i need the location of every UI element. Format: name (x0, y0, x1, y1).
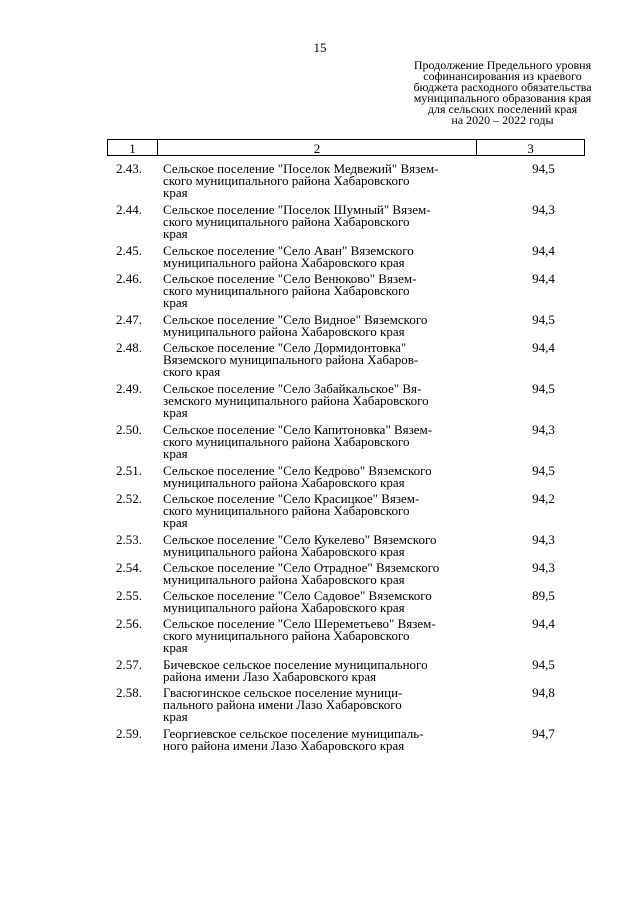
page-number: 15 (313, 40, 327, 55)
settlement-name (156, 424, 474, 465)
settlement-name-line: земского муниципального района Хабаровского (163, 393, 429, 408)
header-note-line: Продолжение Предельного уровня (413, 58, 592, 72)
settlement-name-line: Сельское поселение "Село Дормидонтовка" (163, 340, 407, 355)
row-number: 2.46. (116, 271, 142, 286)
settlement-name-line: Сельское поселение "Село Шереметьево" Вязем- (163, 616, 436, 631)
settlement-name (156, 728, 474, 756)
settlement-name-line: ского муниципального района Хабаровского (163, 214, 410, 229)
settlement-name-line: края (163, 640, 188, 655)
table-body (107, 163, 585, 756)
settlement-name (156, 383, 474, 424)
header-note-line: на 2020 – 2022 годы (451, 113, 554, 127)
row-number: 2.52. (116, 491, 142, 506)
cofinancing-level-value: 94,5 (532, 463, 555, 478)
settlement-name (156, 618, 474, 659)
settlement-name-line: муниципального района Хабаровского края (163, 255, 405, 270)
settlement-name-line: Гвасюгинское сельское поселение муници- (163, 685, 403, 700)
table-row (107, 534, 585, 562)
settlement-name (156, 562, 474, 590)
settlement-name-line: района имени Лазо Хабаровского края (163, 669, 377, 684)
cofinancing-level-value: 94,4 (532, 271, 555, 286)
settlement-name-line: края (163, 295, 188, 310)
settlement-name (156, 273, 474, 314)
header-note-line: для сельских поселений края (427, 102, 578, 116)
column-header-2: 2 (158, 140, 477, 155)
row-number: 2.44. (116, 202, 142, 217)
header-note-line: муниципального образования края (413, 91, 592, 105)
settlement-name-line: Сельское поселение "Село Забайкальское" Вя- (163, 381, 422, 396)
table-row (107, 424, 585, 465)
settlement-name-line: Сельское поселение "Поселок Шумный" Вязем- (163, 202, 431, 217)
settlement-name-line: Сельское поселение "Село Видное" Вяземского (163, 312, 428, 327)
settlement-name-line: Сельское поселение "Село Красицкое" Вязем- (163, 491, 420, 506)
row-number: 2.47. (116, 312, 142, 327)
cofinancing-level-value: 94,5 (532, 161, 555, 176)
settlement-name (156, 659, 474, 687)
settlement-name-line: края (163, 709, 188, 724)
settlement-name (156, 687, 474, 728)
cofinancing-level-value: 94,3 (532, 532, 555, 547)
cofinancing-level-value: 94,3 (532, 422, 555, 437)
settlement-name (156, 163, 474, 204)
row-number: 2.57. (116, 657, 142, 672)
row-number: 2.51. (116, 463, 142, 478)
settlement-name-line: края (163, 185, 188, 200)
cofinancing-level-value: 94,4 (532, 616, 555, 631)
settlement-name-line: муниципального района Хабаровского края (163, 572, 405, 587)
settlement-name-line: ского муниципального района Хабаровского (163, 173, 410, 188)
settlement-name-line: Георгиевское сельское поселение муниципаль- (163, 726, 424, 741)
settlement-name (156, 465, 474, 493)
settlement-name-line: Сельское поселение "Село Аван" Вяземского (163, 243, 414, 258)
row-number: 2.48. (116, 340, 142, 355)
column-header-1: 1 (108, 140, 158, 155)
settlement-name-line: Сельское поселение "Село Садовое" Вяземского (163, 588, 432, 603)
table-row (107, 245, 585, 273)
settlement-name-line: края (163, 515, 188, 530)
cofinancing-level-value: 94,2 (532, 491, 555, 506)
cofinancing-level-value: 89,5 (532, 588, 555, 603)
settlement-name-line: края (163, 405, 188, 420)
table-row (107, 314, 585, 342)
row-number: 2.59. (116, 726, 142, 741)
settlement-name-line: пального района имени Лазо Хабаровского (163, 697, 402, 712)
cofinancing-level-value: 94,5 (532, 657, 555, 672)
table-row (107, 728, 585, 756)
cofinancing-level-value: 94,7 (532, 726, 555, 741)
settlement-name-line: ского муниципального района Хабаровского (163, 503, 410, 518)
table-row (107, 273, 585, 314)
table-header-row (107, 139, 585, 156)
cofinancing-level-value: 94,5 (532, 312, 555, 327)
row-number: 2.50. (116, 422, 142, 437)
settlement-name (156, 314, 474, 342)
table-row (107, 493, 585, 534)
header-note (390, 60, 615, 126)
settlement-name-line: ского края (163, 364, 221, 379)
table-row (107, 590, 585, 618)
settlement-name-line: муниципального района Хабаровского края (163, 475, 405, 490)
settlement-name-line: Сельское поселение "Поселок Медвежий" Вязем- (163, 161, 439, 176)
settlement-name-line: Бичевское сельское поселение муниципального (163, 657, 428, 672)
cofinancing-level-value: 94,8 (532, 685, 555, 700)
settlement-name-line: Сельское поселение "Село Кедрово" Вяземского (163, 463, 432, 478)
settlement-name-line: Сельское поселение "Село Отрадное" Вяземского (163, 560, 440, 575)
row-number: 2.54. (116, 560, 142, 575)
settlement-name (156, 590, 474, 618)
settlement-name-line: Сельское поселение "Село Венюково" Вязем- (163, 271, 417, 286)
header-note-line: софинансирования из краевого (423, 69, 582, 83)
settlement-name-line: края (163, 226, 188, 241)
settlement-name (156, 245, 474, 273)
table-row (107, 465, 585, 493)
row-number: 2.43. (116, 161, 142, 176)
table-row (107, 163, 585, 204)
settlement-name-line: ского муниципального района Хабаровского (163, 628, 410, 643)
settlement-name-line: края (163, 446, 188, 461)
header-note-line: бюджета расходного обязательства (413, 80, 592, 94)
table-row (107, 687, 585, 728)
table-row (107, 562, 585, 590)
settlement-name-line: ного района имени Лазо Хабаровского края (163, 738, 405, 753)
table-row (107, 618, 585, 659)
settlement-name-line: муниципального района Хабаровского края (163, 544, 405, 559)
table-row (107, 204, 585, 245)
cofinancing-level-value: 94,3 (532, 560, 555, 575)
settlement-name (156, 534, 474, 562)
row-number: 2.55. (116, 588, 142, 603)
settlement-name-line: муниципального района Хабаровского края (163, 600, 405, 615)
settlement-name-line: Вяземского муниципального района Хабаров- (163, 352, 419, 367)
settlement-name-line: ского муниципального района Хабаровского (163, 434, 410, 449)
table-row (107, 342, 585, 383)
settlement-name (156, 204, 474, 245)
row-number: 2.49. (116, 381, 142, 396)
cofinancing-level-value: 94,4 (532, 243, 555, 258)
row-number: 2.58. (116, 685, 142, 700)
table-row (107, 659, 585, 687)
settlement-name-line: ского муниципального района Хабаровского (163, 283, 410, 298)
column-header-3: 3 (527, 141, 534, 156)
table-row (107, 383, 585, 424)
cofinancing-level-value: 94,5 (532, 381, 555, 396)
cofinancing-level-value: 94,3 (532, 202, 555, 217)
settlement-name-line: Сельское поселение "Село Капитоновка" Вязем- (163, 422, 433, 437)
settlement-name-line: муниципального района Хабаровского края (163, 324, 405, 339)
row-number: 2.53. (116, 532, 142, 547)
cofinancing-level-value: 94,4 (532, 340, 555, 355)
settlement-name (156, 493, 474, 534)
row-number: 2.56. (116, 616, 142, 631)
settlement-name-line: Сельское поселение "Село Кукелево" Вяземского (163, 532, 437, 547)
row-number: 2.45. (116, 243, 142, 258)
settlement-name (156, 342, 474, 383)
